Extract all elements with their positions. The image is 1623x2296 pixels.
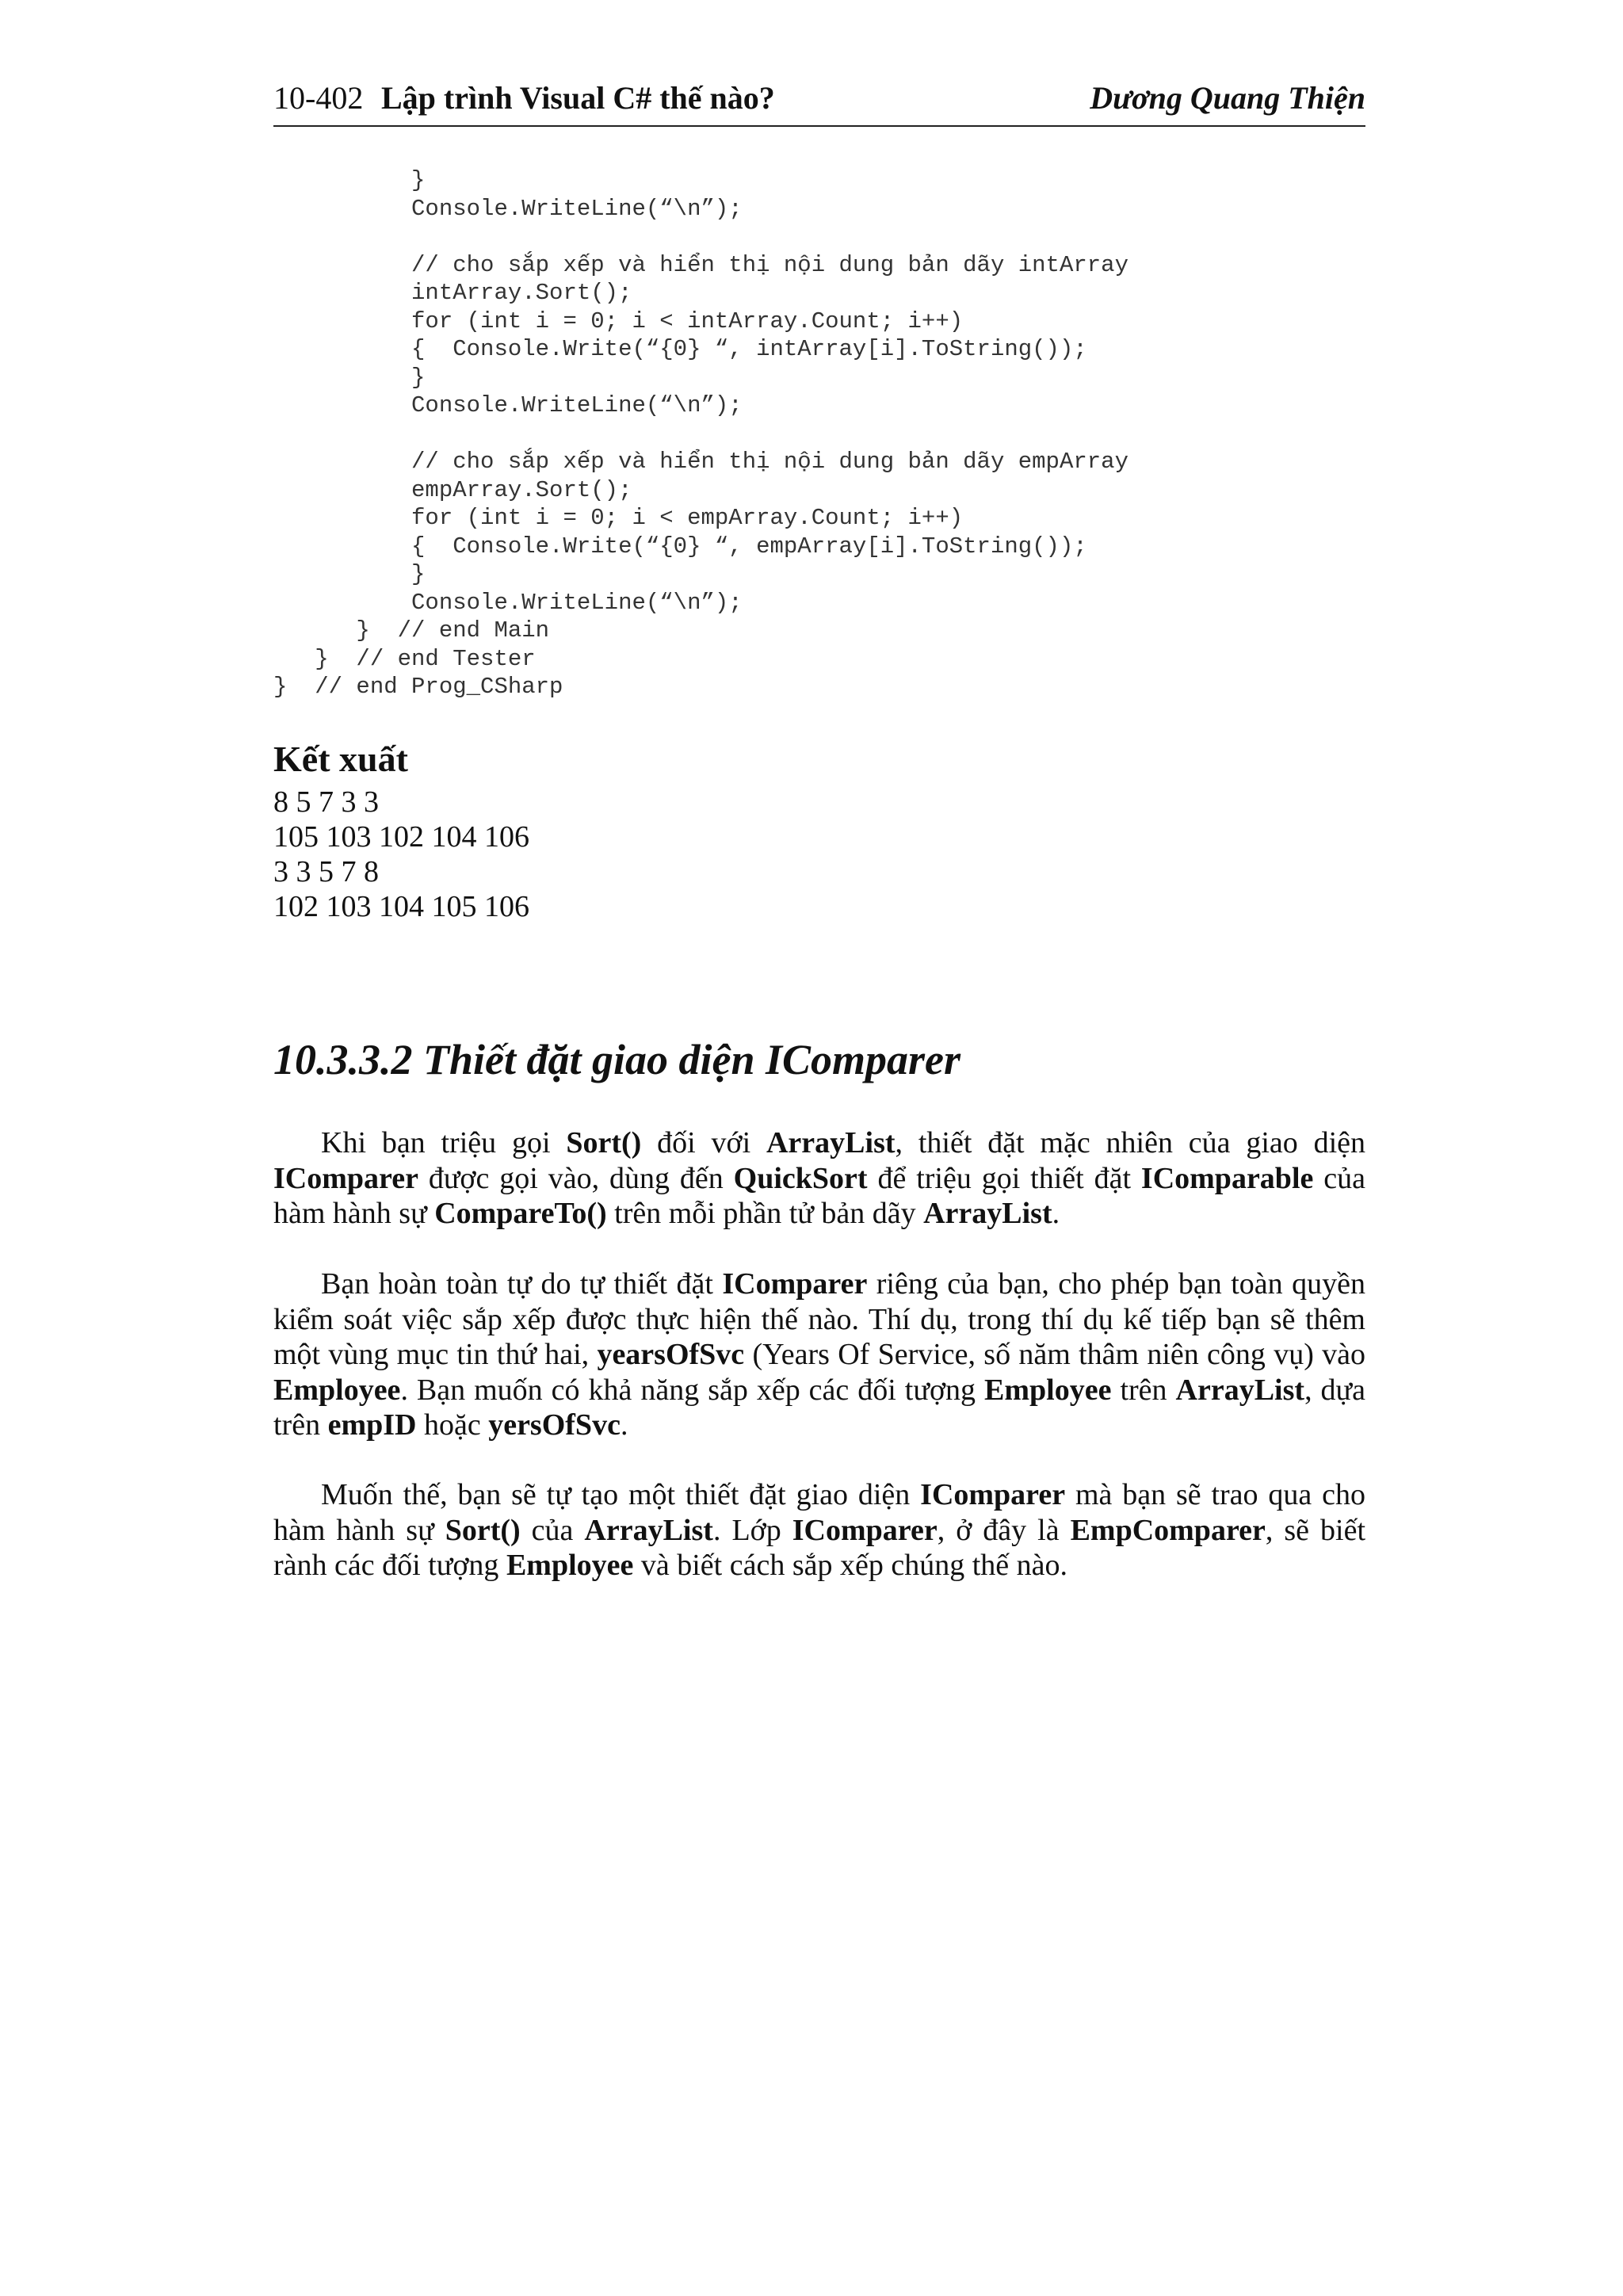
text-run: Bạn hoàn toàn tự do tự thiết đặt xyxy=(321,1267,723,1301)
text-run: , sẽ biết rành các đối tượng xyxy=(273,1513,1365,1582)
bold-term: yearsOfSvc xyxy=(597,1338,745,1371)
author-name: Dương Quang Thiện xyxy=(1090,80,1365,116)
code-line: intArray.Sort(); xyxy=(273,280,632,306)
bold-term: IComparer xyxy=(273,1161,418,1195)
text-run: riêng của bạn, cho phép bạn toàn quyền kiểm soát việc sắp xếp được thực hiện thế nào. Thí dụ, trong thí dụ kế tiếp bạn sẽ thêm một vùng mục tin thứ hai, xyxy=(273,1267,1365,1371)
text-run: của xyxy=(520,1513,585,1547)
bold-term: Employee xyxy=(984,1373,1112,1407)
output-line: 102 103 104 105 106 xyxy=(273,890,529,923)
bold-term: IComparer xyxy=(920,1478,1066,1511)
code-line: Console.WriteLine(“\n”); xyxy=(273,392,743,418)
bold-term: Employee xyxy=(506,1549,634,1582)
code-line: for (int i = 0; i < empArray.Count; i++) xyxy=(273,505,964,531)
text-run: . xyxy=(620,1408,628,1442)
bold-term: yersOfSvc xyxy=(488,1408,621,1442)
text-run: mà bạn sẽ trao qua cho hàm hành sự xyxy=(273,1478,1365,1547)
code-line: { Console.Write(“{0} “, intArray[i].ToString()); xyxy=(273,336,1087,362)
code-listing xyxy=(273,166,1383,701)
paragraph-1 xyxy=(273,1125,1365,1232)
text-run: hoặc xyxy=(416,1408,489,1442)
text-run: của hàm hành sự xyxy=(273,1161,1365,1230)
text-run: đối với xyxy=(641,1126,766,1159)
bold-term: IComparer xyxy=(792,1513,938,1547)
paragraph-3 xyxy=(273,1477,1365,1584)
code-line: Console.WriteLine(“\n”); xyxy=(273,195,743,222)
bold-term: Employee xyxy=(273,1373,401,1407)
text-run: (Years Of Service, số năm thâm niên công vụ) vào xyxy=(744,1338,1366,1371)
code-line: } xyxy=(273,167,426,193)
output-line: 3 3 5 7 8 xyxy=(273,855,379,888)
output-line: 105 103 102 104 106 xyxy=(273,820,529,854)
text-run: Muốn thế, bạn sẽ tự tạo một thiết đặt giao diện xyxy=(321,1478,921,1511)
code-line: for (int i = 0; i < intArray.Count; i++) xyxy=(273,308,964,334)
code-line xyxy=(273,223,1383,251)
code-line: // cho sắp xếp và hiển thị nội dung bản dãy intArray xyxy=(273,251,1128,278)
code-line: } // end Prog_CSharp xyxy=(273,674,563,700)
bold-term: Sort() xyxy=(566,1126,642,1159)
code-line: } // end Main xyxy=(273,617,550,644)
code-line: } xyxy=(273,364,426,391)
code-line xyxy=(273,420,1383,449)
bold-term: Sort() xyxy=(445,1513,521,1547)
bold-term: ArrayList xyxy=(766,1126,896,1159)
code-line: } // end Tester xyxy=(273,645,536,672)
text-run: trên xyxy=(1111,1373,1176,1407)
section-heading: 10.3.3.2 Thiết đặt giao diện IComparer xyxy=(273,1036,961,1083)
book-title: Lập trình Visual C# thế nào? xyxy=(381,80,775,116)
text-run: được gọi vào, dùng đến xyxy=(418,1161,734,1195)
text-run: và biết cách sắp xếp chúng thế nào. xyxy=(633,1549,1067,1582)
bold-term: QuickSort xyxy=(733,1161,868,1195)
bold-term: CompareTo() xyxy=(434,1197,607,1230)
text-run: , thiết đặt mặc nhiên của giao diện xyxy=(895,1126,1365,1159)
text-run: . Lớp xyxy=(712,1513,792,1547)
text-run: để triệu gọi thiết đặt xyxy=(867,1161,1141,1195)
page-number: 10-402 xyxy=(273,80,364,116)
code-line: } xyxy=(273,561,426,587)
page-header xyxy=(273,76,1365,127)
text-run: . xyxy=(1052,1197,1060,1230)
paragraph-2 xyxy=(273,1266,1365,1443)
code-line: Console.WriteLine(“\n”); xyxy=(273,589,743,616)
bold-term: empID xyxy=(327,1408,417,1442)
code-line: // cho sắp xếp và hiển thị nội dung bản dãy empArray xyxy=(273,449,1128,475)
bold-term: ArrayList xyxy=(923,1197,1052,1230)
code-line: { Console.Write(“{0} “, empArray[i].ToString()); xyxy=(273,533,1087,560)
bold-term: IComparer xyxy=(722,1267,868,1301)
text-run: Khi bạn triệu gọi xyxy=(321,1126,567,1159)
text-run: trên mỗi phần tử bản dãy xyxy=(606,1197,924,1230)
bold-term: EmpComparer xyxy=(1070,1513,1266,1547)
bold-term: ArrayList xyxy=(1175,1373,1305,1407)
bold-term: IComparable xyxy=(1140,1161,1314,1195)
program-output xyxy=(273,785,529,924)
output-line: 8 5 7 3 3 xyxy=(273,785,379,819)
output-heading: Kết xuất xyxy=(273,739,408,779)
code-line: empArray.Sort(); xyxy=(273,476,632,503)
bold-term: ArrayList xyxy=(584,1513,713,1547)
text-run: , dựa trên xyxy=(273,1373,1366,1442)
text-run: . Bạn muốn có khả năng sắp xếp các đối tượng xyxy=(400,1373,985,1407)
text-run: , ở đây là xyxy=(937,1513,1071,1547)
